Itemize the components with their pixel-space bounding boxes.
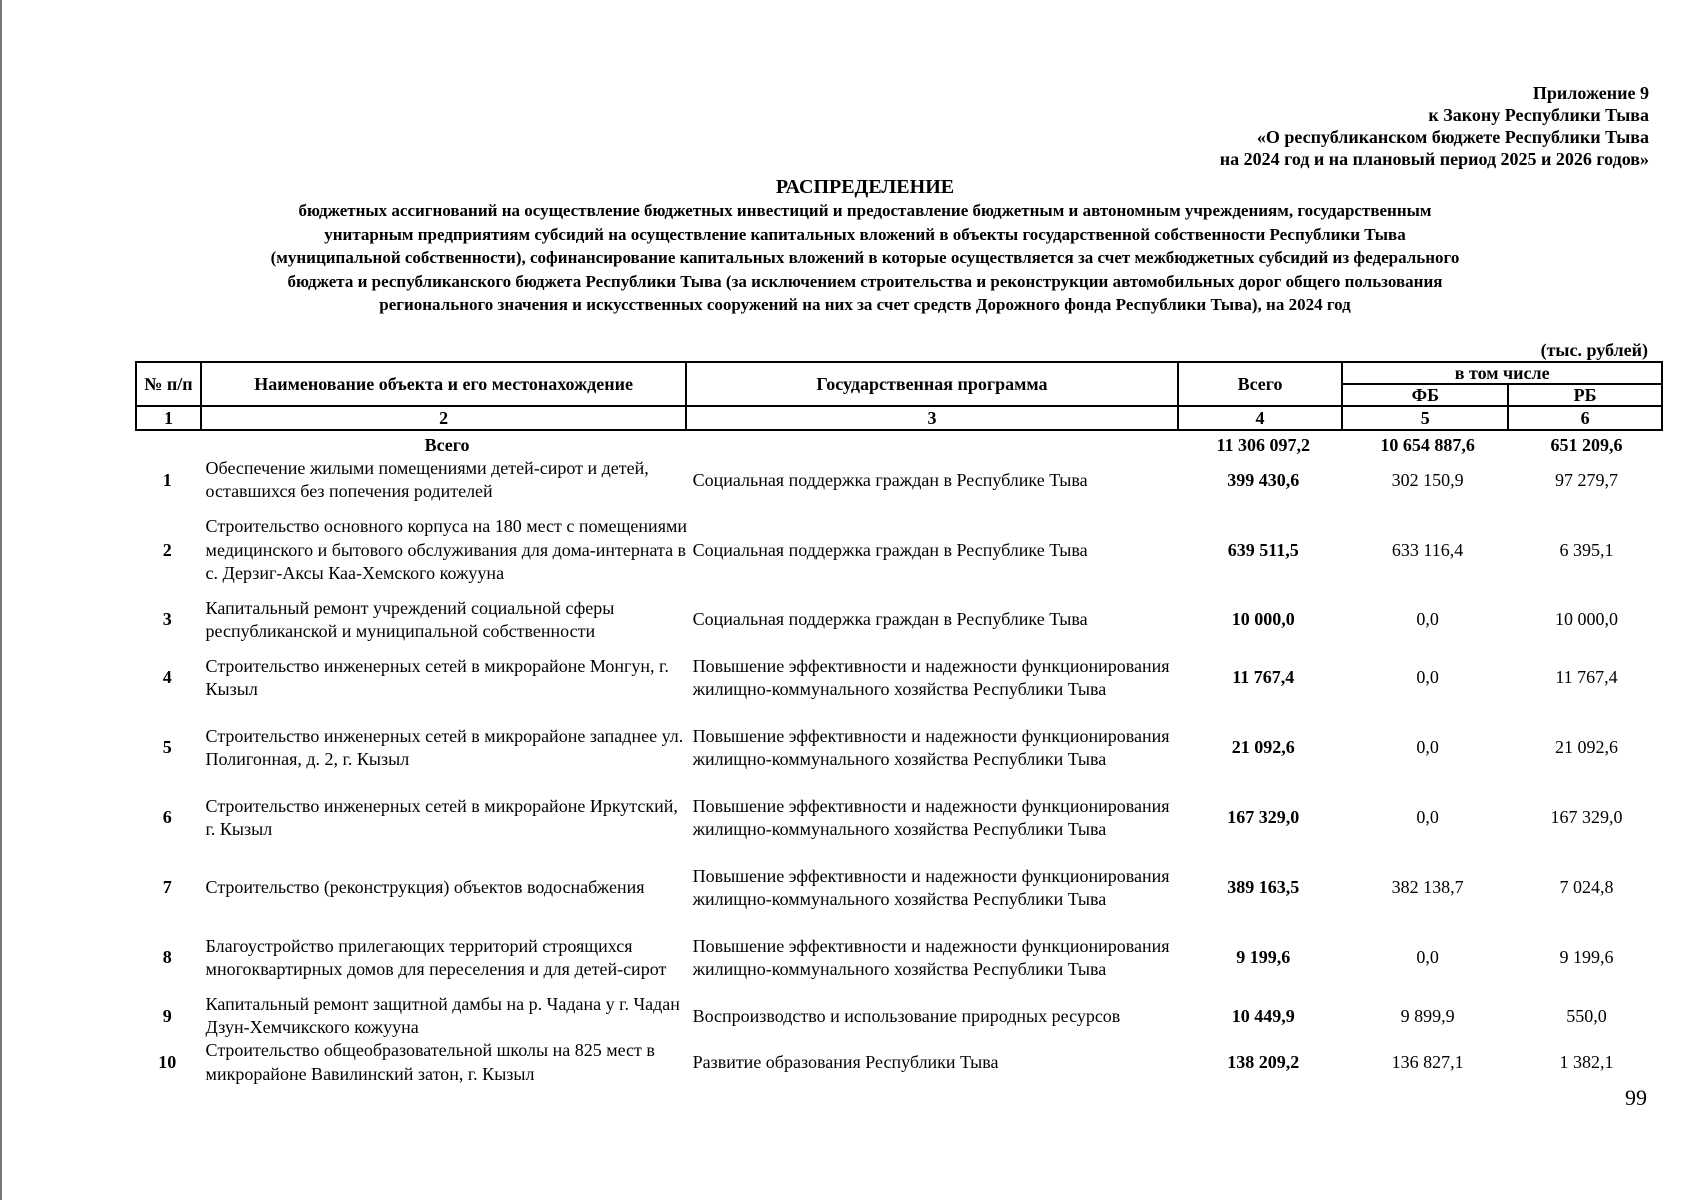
row-rb: 550,0 (1566, 1005, 1607, 1026)
header-program: Государственная программа (686, 362, 1177, 406)
row-name: Строительство общеобразовательной школы на 825 мест в микрорайоне Вавилинский затон, г. Кызыл (205, 1040, 655, 1084)
row-rb: 6 395,1 (1559, 539, 1614, 560)
row-num: 5 (162, 737, 172, 758)
total-label: Всего (424, 435, 470, 455)
row-total: 399 430,6 (1227, 469, 1300, 490)
column-number: 3 (686, 406, 1177, 430)
column-number: 4 (1178, 406, 1343, 430)
row-program: Повышение эффективности и надежности функционирования жилищно-коммунального хозяйства Республики Тыва (692, 935, 1170, 980)
row-rb: 9 199,6 (1559, 947, 1614, 968)
row-num: 1 (162, 469, 172, 490)
row-num: 4 (162, 667, 172, 688)
row-fb: 0,0 (1416, 737, 1439, 758)
column-number: 6 (1508, 406, 1662, 430)
appendix-line: к Закону Республики Тыва (1428, 105, 1649, 125)
row-rb: 11 767,4 (1555, 667, 1618, 688)
row-total: 167 329,0 (1227, 807, 1300, 828)
header-num: № п/п (136, 362, 201, 406)
row-fb: 0,0 (1416, 609, 1439, 630)
row-rb: 10 000,0 (1555, 609, 1618, 630)
row-fb: 136 827,1 (1391, 1052, 1464, 1073)
row-name: Строительство инженерных сетей в микрорайоне Иркутский, г. Кызыл (205, 795, 678, 840)
row-total: 9 199,6 (1236, 947, 1291, 968)
description-line: унитарным предприятиям субсидий на осуществление капитальных вложений в объекты государственной собственности Республики Тыва (324, 224, 1406, 244)
row-program: Социальная поддержка граждан в Республике Тыва (692, 539, 1088, 560)
appendix-line: «О республиканском бюджете Республики Тыва (1256, 127, 1649, 147)
row-num: 9 (162, 1005, 172, 1026)
row-fb: 0,0 (1416, 947, 1439, 968)
row-total: 389 163,5 (1227, 877, 1300, 898)
table-row (135, 457, 1663, 503)
row-program: Повышение эффективности и надежности функционирования жилищно-коммунального хозяйства Республики Тыва (692, 655, 1170, 700)
row-total: 11 767,4 (1232, 667, 1295, 688)
table-row (135, 643, 1663, 713)
header-name: Наименование объекта и его местонахождение (201, 362, 686, 406)
row-program: Воспроизводство и использование природных ресурсов (692, 1005, 1121, 1026)
row-total: 21 092,6 (1231, 737, 1295, 758)
total-row (135, 434, 1663, 457)
row-name: Обеспечение жилыми помещениями детей-сирот и детей, оставшихся без попечения родителей (205, 458, 649, 502)
table-header (135, 361, 1663, 431)
row-program: Социальная поддержка граждан в Республике Тыва (692, 609, 1088, 630)
row-name: Строительство инженерных сетей в микрорайоне Монгун, г. Кызыл (205, 655, 669, 700)
table-row (135, 1039, 1663, 1085)
row-total: 138 209,2 (1227, 1052, 1300, 1073)
column-number: 2 (201, 406, 686, 430)
row-fb: 9 899,9 (1400, 1005, 1455, 1026)
column-number: 1 (136, 406, 201, 430)
total-fb: 10 654 887,6 (1380, 435, 1475, 455)
total-empty-program (689, 434, 1182, 457)
row-num: 6 (162, 807, 172, 828)
row-rb: 1 382,1 (1559, 1052, 1614, 1073)
table-row (135, 713, 1663, 783)
row-program: Повышение эффективности и надежности функционирования жилищно-коммунального хозяйства Республики Тыва (692, 795, 1170, 840)
row-program: Повышение эффективности и надежности функционирования жилищно-коммунального хозяйства Республики Тыва (692, 865, 1170, 910)
row-name: Строительство инженерных сетей в микрорайоне западнее ул. Полигонная, д. 2, г. Кызыл (205, 725, 684, 770)
page-number: 99 (1625, 1085, 1647, 1110)
row-name: Капитальный ремонт учреждений социальной сферы республиканской и муниципальной собственности (205, 597, 615, 641)
description-line: бюджета и республиканского бюджета Республики Тыва (за исключением строительства и реконструкции автомобильных дорог общего пользования (287, 271, 1443, 291)
appendix-line: Приложение 9 (1532, 83, 1649, 103)
row-num: 2 (162, 539, 172, 560)
row-num: 8 (162, 947, 172, 968)
total-sum: 11 306 097,2 (1216, 435, 1311, 455)
row-rb: 97 279,7 (1555, 469, 1618, 490)
appendix-line: на 2024 год и на плановый период 2025 и 2026 годов» (1219, 149, 1649, 169)
column-number: 5 (1342, 406, 1508, 430)
table-row (135, 504, 1663, 597)
header-including: в том числе (1342, 362, 1662, 384)
document-description (200, 199, 1530, 317)
total-empty-cell (135, 434, 200, 457)
table-row (135, 993, 1663, 1039)
row-program: Повышение эффективности и надежности функционирования жилищно-коммунального хозяйства Республики Тыва (692, 725, 1170, 770)
row-total: 10 449,9 (1231, 1005, 1295, 1026)
description-line: (муниципальной собственности), софинансирование капитальных вложений в которые осуществляется за счет межбюджетных субсидий из федерального (270, 248, 1460, 267)
row-total: 639 511,5 (1227, 539, 1299, 560)
appendix-block (1220, 82, 1649, 170)
scan-edge-line (0, 0, 2, 1200)
row-rb: 7 024,8 (1559, 877, 1614, 898)
row-name: Строительство основного корпуса на 180 мест с помещениями медицинского и бытового обслуживания для дома-интерната в с. Дерзиг-Аксы Каа-Хемского кожууна (205, 516, 687, 583)
table-row (135, 597, 1663, 643)
row-num: 7 (162, 877, 172, 898)
row-program: Социальная поддержка граждан в Республике Тыва (692, 469, 1088, 490)
row-program: Развитие образования Республики Тыва (692, 1052, 999, 1073)
data-table (135, 434, 1663, 1086)
header-fb: ФБ (1342, 384, 1508, 406)
document-title: РАСПРЕДЕЛЕНИЕ (775, 176, 955, 198)
row-fb: 382 138,7 (1391, 877, 1464, 898)
row-rb: 167 329,0 (1550, 807, 1623, 828)
row-num: 3 (162, 609, 172, 630)
description-line: регионального значения и искусственных сооружений на них за счет средств Дорожного фонда Республики Тыва), на 2024 год (379, 295, 1351, 314)
row-total: 10 000,0 (1231, 609, 1295, 630)
row-name: Строительство (реконструкция) объектов водоснабжения (205, 877, 645, 898)
header-total: Всего (1178, 362, 1343, 406)
table-row (135, 853, 1663, 923)
row-rb: 21 092,6 (1555, 737, 1618, 758)
description-line: бюджетных ассигнований на осуществление бюджетных инвестиций и предоставление бюджетным и автономным учреждениям, государственным (298, 201, 1432, 220)
row-name: Благоустройство прилегающих территорий строящихся многоквартирных домов для переселения и для детей-сирот (205, 935, 667, 980)
row-fb: 0,0 (1416, 807, 1439, 828)
row-fb: 302 150,9 (1391, 469, 1464, 490)
row-fb: 633 116,4 (1391, 539, 1464, 560)
row-fb: 0,0 (1416, 667, 1439, 688)
total-rb: 651 209,6 (1550, 435, 1623, 455)
table-row (135, 783, 1663, 853)
header-rb: РБ (1508, 384, 1662, 406)
units-label: (тыс. рублей) (1540, 340, 1648, 360)
row-name: Капитальный ремонт защитной дамбы на р. Чадана у г. Чадан Дзун-Хемчикского кожууна (205, 994, 680, 1038)
table-row (135, 923, 1663, 993)
row-num: 10 (158, 1052, 177, 1073)
